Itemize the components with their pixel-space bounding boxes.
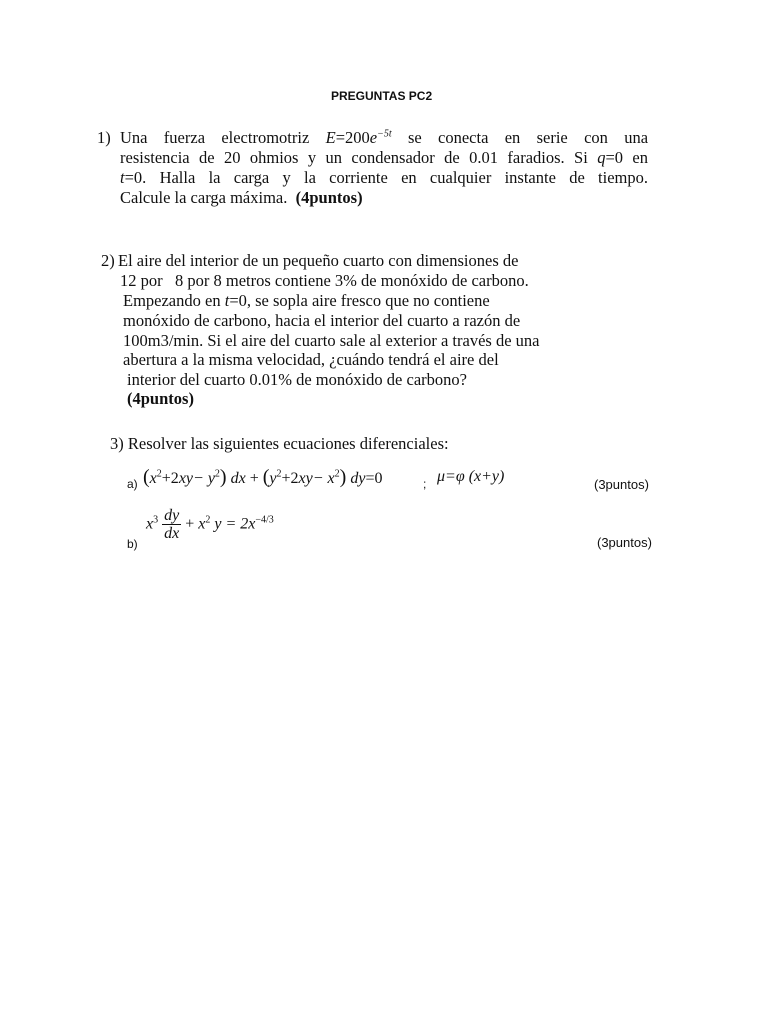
equation: $x^3$ $\frac{dy}{dx}$ + $x^2$ $y = 2x^{-4/3}$ bbox=[146, 507, 274, 542]
question-text-line: interior del cuarto 0.01% de monóxido de carbono? bbox=[127, 370, 467, 389]
points-label: (3puntos) bbox=[594, 477, 649, 492]
question-text-line: monóxido de carbono, hacia el interior del cuarto a razón de bbox=[123, 311, 521, 330]
fraction: $\frac{dy}{dx}$ bbox=[164, 507, 180, 542]
item-label: b) bbox=[127, 537, 138, 551]
item-label: a) bbox=[127, 477, 138, 491]
question-text-line: resistencia de 20 ohmios y un condensador de 0.01 faradios. Si q=0 en bbox=[120, 148, 648, 167]
points-label: (4puntos) bbox=[127, 389, 194, 408]
question-text-line: Calcule la carga máxima. (4puntos) bbox=[120, 188, 363, 207]
separator: ; bbox=[423, 477, 427, 491]
question-heading: 3) Resolver las siguientes ecuaciones diferenciales: bbox=[110, 434, 449, 453]
question-text-line: 12 por 8 por 8 metros contiene 3% de monóxido de carbono. bbox=[120, 271, 529, 290]
question-number: 1) bbox=[97, 128, 111, 147]
points-label: (4puntos) bbox=[295, 188, 363, 207]
points-label: (3puntos) bbox=[597, 535, 652, 550]
equation: $(x^2+2xy- y^2)$ dx + $(y^2+2xy- x^2)$ dy=0 bbox=[143, 466, 383, 488]
question-text-line: Una fuerza electromotriz $E=200e^{-5t}$ se conecta en serie con una bbox=[120, 128, 649, 147]
page-title: PREGUNTAS PC2 bbox=[331, 89, 433, 103]
question-text-line: El aire del interior de un pequeño cuarto con dimensiones de bbox=[118, 251, 519, 270]
question-text-line: 100m3/min. Si el aire del cuarto sale al exterior a través de una bbox=[123, 331, 540, 350]
question-number: 2) bbox=[101, 251, 115, 270]
question-text-line: t=0. Halla la carga y la corriente en cualquier instante de tiempo. bbox=[120, 168, 648, 187]
integrating-factor: μ=φ (x+y) bbox=[437, 468, 505, 485]
question-text-line: Empezando en t=0, se sopla aire fresco que no contiene bbox=[123, 291, 490, 310]
question-text-line: abertura a la misma velocidad, ¿cuándo tendrá el aire del bbox=[123, 350, 499, 369]
